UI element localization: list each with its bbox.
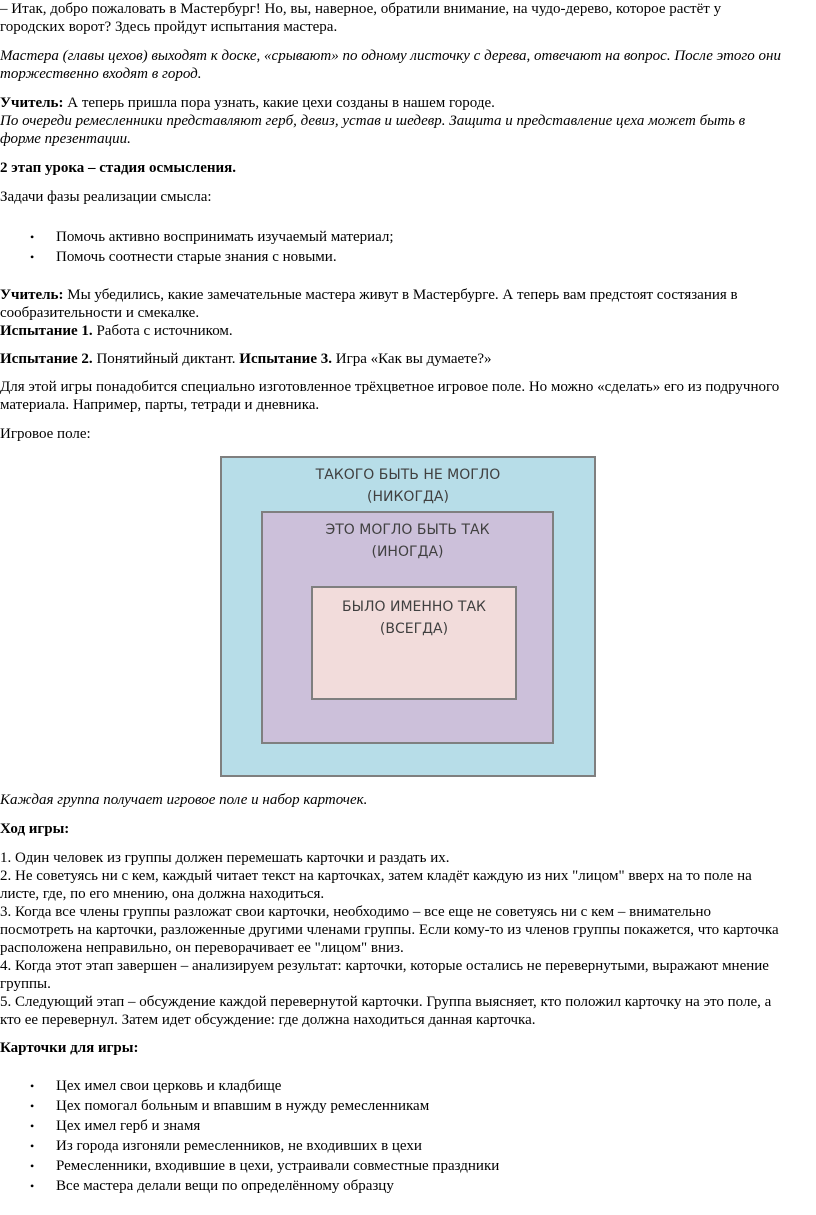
trial-2-label: Испытание 2. bbox=[0, 351, 93, 367]
list-item: • Цех помогал больным и впавшим в нужду ремесленникам bbox=[30, 1098, 430, 1114]
game-intro-paragraph: Для этой игры понадобится специально изготовленное трёхцветное игровое поле. Но можно «сделать» его из подручного материала. Например, парты, тетради и дневника. bbox=[0, 379, 780, 413]
board-caption: Каждая группа получает игровое поле и набор карточек. bbox=[0, 792, 368, 808]
bullet-icon: • bbox=[30, 1119, 35, 1133]
bullet-icon: • bbox=[30, 1079, 35, 1093]
cards-list bbox=[0, 1076, 499, 1196]
bullet-icon: • bbox=[30, 1099, 35, 1113]
intro-line-1: – Итак, добро пожаловать в Мастербург! Но, вы, наверное, обратили внимание, на чудо-дерево, которое растёт у bbox=[0, 1, 722, 17]
list-item: • Ремесленники, входившие в цехи, устраивали совместные праздники bbox=[30, 1158, 500, 1174]
trial-3-label: Испытание 3. bbox=[239, 351, 332, 367]
teacher-text: А теперь пришла пора узнать, какие цехи созданы в нашем городе. bbox=[63, 95, 495, 111]
list-item: • Помочь соотнести старые знания с новыми. bbox=[30, 249, 337, 265]
intro-italic-line-2: торжественно входят в город. bbox=[0, 66, 202, 82]
bullet-icon: • bbox=[30, 230, 35, 244]
game-board-inner-zone bbox=[311, 586, 517, 700]
intro-line-2: городских ворот? Здесь пройдут испытания мастера. bbox=[0, 19, 338, 35]
tasks-list bbox=[0, 227, 394, 267]
list-item: • Все мастера делали вещи по определённому образцу bbox=[30, 1178, 394, 1194]
bullet-icon: • bbox=[30, 1159, 35, 1173]
list-item: • Из города изгоняли ремесленников, не входивших в цехи bbox=[30, 1138, 422, 1154]
trial-1-label: Испытание 1. bbox=[0, 323, 93, 339]
teacher-italic-line-1: По очереди ремесленники представляют герб, девиз, устав и шедевр. Защита и представление цеха может быть в bbox=[0, 113, 746, 129]
teacher-label: Учитель: bbox=[0, 95, 64, 111]
teacher-paragraph-2: Учитель: Мы убедились, какие замечательные мастера живут в Мастербурге. А теперь вам предстоят состязания в сообразительности и смекалке. Испытание 1. Работа с источником. bbox=[0, 287, 738, 339]
inner-zone-label: БЫЛО ИМЕННО ТАК (ВСЕГДА) bbox=[342, 599, 486, 637]
game-flow-heading: Ход игры: bbox=[0, 821, 70, 837]
list-item: • Цех имел свои церковь и кладбище bbox=[30, 1078, 282, 1094]
bullet-icon: • bbox=[30, 250, 35, 264]
intro-paragraph bbox=[0, 0, 812, 36]
trials-paragraph bbox=[0, 350, 812, 368]
list-item: • Цех имел герб и знамя bbox=[30, 1118, 201, 1134]
trial-2-text: Понятийный диктант. bbox=[92, 351, 240, 367]
trial-1-text: Работа с источником. bbox=[92, 323, 233, 339]
list-item: • Помочь активно воспринимать изучаемый материал; bbox=[30, 229, 394, 245]
game-field-label: Игровое поле: bbox=[0, 426, 91, 442]
cards-heading: Карточки для игры: bbox=[0, 1040, 139, 1056]
bullet-icon: • bbox=[30, 1139, 35, 1153]
stage-heading: 2 этап урока – стадия осмысления. bbox=[0, 160, 237, 176]
game-board-outer-zone bbox=[220, 456, 596, 777]
game-board-middle-zone bbox=[261, 511, 554, 744]
outer-zone-label: ТАКОГО БЫТЬ НЕ МОГЛО (НИКОГДА) bbox=[315, 467, 501, 505]
middle-zone-label: ЭТО МОГЛО БЫТЬ ТАК (ИНОГДА) bbox=[325, 522, 490, 560]
trial-3-text: Игра «Как вы думаете?» bbox=[331, 351, 492, 367]
teacher-italic-line-2: форме презентации. bbox=[0, 131, 131, 147]
intro-italic-line-1: Мастера (главы цехов) выходят к доске, «срывают» по одному листочку с дерева, отвечают на вопрос. После этого они bbox=[0, 48, 781, 64]
tasks-title: Задачи фазы реализации смысла: bbox=[0, 189, 212, 205]
intro-italic-paragraph bbox=[0, 47, 812, 83]
teacher-label: Учитель: bbox=[0, 287, 64, 303]
game-flow-steps: 1. Один человек из группы должен перемешать карточки и раздать их. 2. Не советуясь ни с кем, каждый читает текст на карточках, затем кладёт каждую из них "лицом" вверх на то поле на листе, где, по его мнению, она должна находиться. 3. Когда все члены группы разложат свои карточки, необходимо – все еще не советуясь ни с кем – внимательно посмотреть на карточки, разложенные другими членами группы. Если кому-то из членов группы покажется, что карточка расположена неправильно, он переворачивает ее "лицом" вниз. 4. Когда этот этап завершен – анализируем результат: карточки, которые остались не перевернутыми, выражают мнение группы. 5. Следующий этап – обсуждение каждой перевернутой карточки. Группа выясняет, кто положил карточку на это поле, а кто ее перевернул. Затем идет обсуждение: где должна находиться данная карточка. bbox=[0, 850, 779, 1028]
bullet-icon: • bbox=[30, 1179, 35, 1193]
teacher-paragraph-1 bbox=[0, 94, 812, 148]
